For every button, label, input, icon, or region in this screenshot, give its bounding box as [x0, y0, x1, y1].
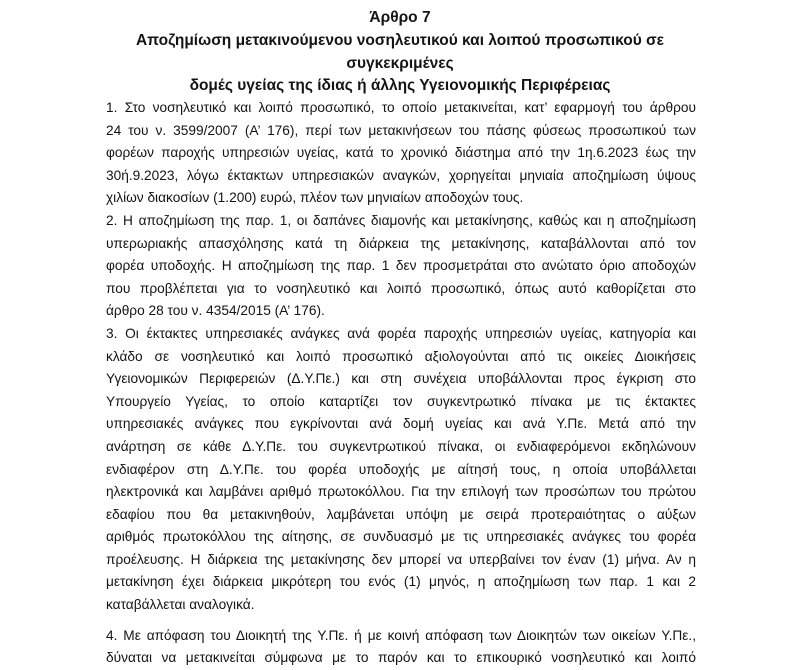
body-line: προέλευσης. Η διάρκεια της μετακίνησης δεν μπορεί να υπερβαίνει τον έναν (1) μήνα. Αν η	[106, 551, 696, 567]
body-line: άρθρο 28 του ν. 4354/2015 (Α’ 176).	[106, 303, 325, 319]
body-line: 24 του ν. 3599/2007 (Α’ 176), περί των μετακινήσεων του πάσης φύσεως προσωπικού των	[106, 122, 696, 138]
article-number: Άρθρο 7	[369, 9, 431, 26]
body-line: που προβλέπεται για το νοσηλευτικό και λοιπό προσωπικό, όπως αυτό καθορίζεται στο	[106, 280, 696, 296]
body-line: 4. Με απόφαση του Διοικητή της Υ.Πε. ή με κοινή απόφαση των Διοικητών των οικείων Υ.Πε.,	[106, 627, 696, 643]
body-line: φορέα υποδοχής. Η αποζημίωση της παρ. 1 δεν προσμετράται στο ανώτατο όριο αποδοχών	[106, 258, 696, 274]
body-line: υπηρεσιακές ανάγκες που εγκρίνονται ανά δομή υγείας και ανά Υ.Πε. Μετά από την	[106, 416, 696, 432]
body-line: 2. Η αποζημίωση της παρ. 1, οι δαπάνες διαμονής και μετακίνησης, καθώς και η αποζημίωση	[106, 212, 696, 228]
body-line: καταβάλλεται αναλογικά.	[106, 597, 255, 613]
body-line: εδαφίου που θα μετακινηθούν, λαμβάνεται υπόψη με σειρά προτεραιότητας ο αύξων	[106, 506, 696, 522]
body-line: ανάρτηση σε κάθε Δ.Υ.Πε. του συγκεντρωτικού πίνακα, οι ενδιαφερόμενοι εκδηλώνουν	[106, 438, 696, 454]
article-body	[106, 97, 696, 670]
body-line: Υγειονομικών Περιφερειών (Δ.Υ.Πε.) και στη συνέχεια υποβάλλονται προς έγκριση στο	[106, 371, 696, 387]
body-line: υπερωριακής απασχόλησης κατά τη διάρκεια της μετακίνησης, καταβάλλονται από τον	[106, 235, 696, 251]
body-line: φορέων παροχής υπηρεσιών υγείας, κατά το χρονικό διάστημα από την 1η.6.2023 έως την	[106, 145, 696, 161]
body-line: ηλεκτρονικά και λαμβάνει αριθμό πρωτοκόλλου. Για την επιλογή των προσώπων του πρώτου	[106, 484, 696, 500]
body-line: ενδιαφέρον στη Δ.Υ.Πε. του φορέα υποδοχής με αίτησή τους, η οποία υποβάλλεται	[106, 461, 696, 477]
body-line: δύναται να μετακινείται σύμφωνα με το παρόν και το επικουρικό νοσηλευτικό και λοιπό	[106, 650, 696, 666]
body-line: 1. Στο νοσηλευτικό και λοιπό προσωπικό, το οποίο μετακινείται, κατ’ εφαρμογή του άρθρου	[106, 100, 696, 115]
article-title-line-1: Αποζημίωση μετακινούμενου νοσηλευτικού και λοιπού προσωπικού σε συγκεκριμένες	[135, 32, 665, 72]
body-line: αριθμός πρωτοκόλλου της αίτησης, σε συνδυασμό με τις υπηρεσιακές ανάγκες του φορέα	[106, 529, 696, 545]
body-line: μετακίνηση έχει διάρκεια μικρότερη του ενός (1) μηνός, η αποζημίωση των παρ. 1 και 2	[106, 574, 696, 590]
body-line: 30ή.9.2023, λόγω έκτακτων υπηρεσιακών αναγκών, χορηγείται μηνιαία αποζημίωση ύψους	[106, 167, 696, 183]
body-line: 3. Οι έκτακτες υπηρεσιακές ανάγκες ανά φορέα παροχής υπηρεσιών υγείας, κατηγορία και	[106, 325, 696, 341]
body-line: Υπουργείο Υγείας, το οποίο καταρτίζει τον συγκεντρωτικό πίνακα με τις έκτακτες	[106, 393, 696, 409]
article-title-line-2: δομές υγείας της ίδιας ή άλλης Υγειονομικής Περιφέρειας	[189, 77, 611, 94]
body-line: χιλίων διακοσίων (1.200) ευρώ, πλέον των μηνιαίων αποδοχών τους.	[106, 190, 524, 206]
body-line: κλάδο σε νοσηλευτικό και λοιπό προσωπικό αξιολογούνται από τις οικείες Διοικήσεις	[106, 348, 696, 364]
article-title	[100, 30, 700, 98]
